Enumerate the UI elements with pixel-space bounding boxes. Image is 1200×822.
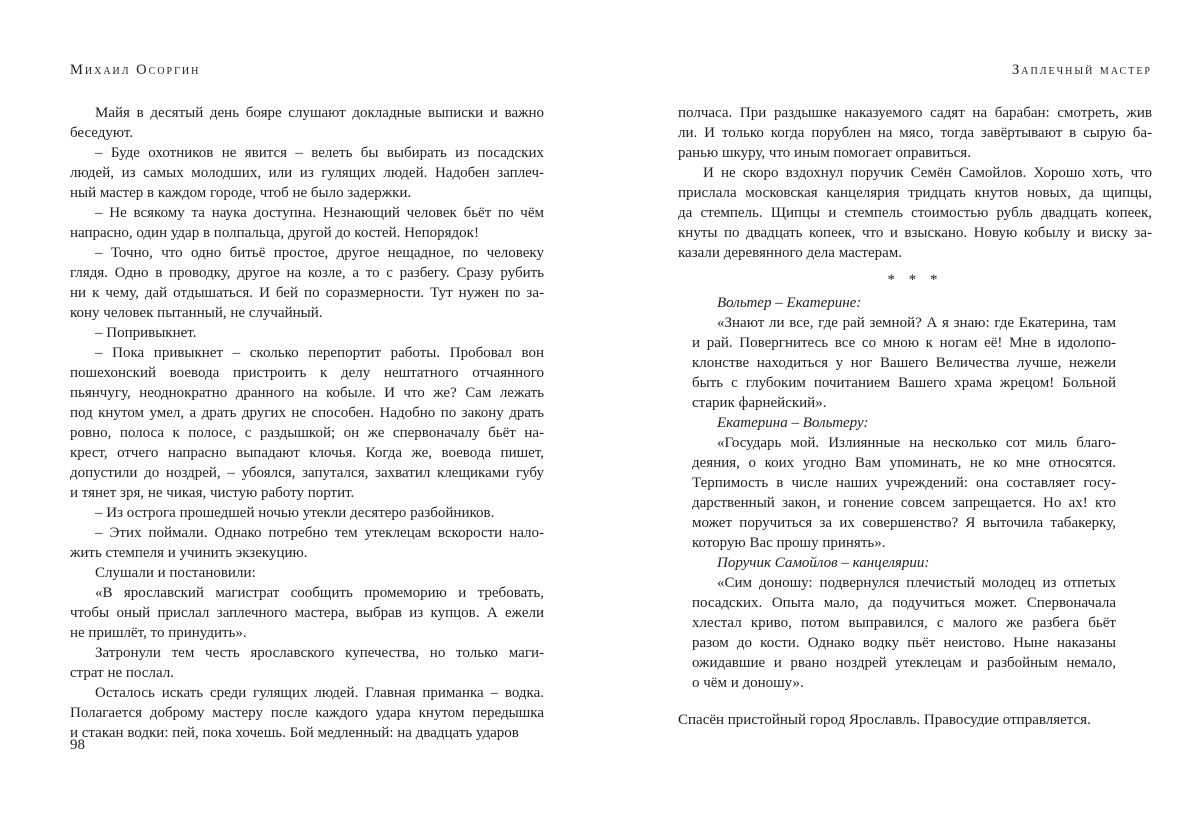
paragraph: [678, 103, 1152, 163]
text-line: Затронули тем честь ярославского купечества, но только маги-: [95, 645, 544, 661]
text-line: прислала московская канцелярия тридцать кнутов новых, да щипцы,: [678, 185, 1152, 201]
text-line: ни к чему, дай отдышаться. И бей по соразмерности. Тут нужен по за-: [70, 285, 544, 301]
text-line: и тянет зря, не чикая, чистую работу портит.: [70, 485, 355, 501]
text-line: жить стемпеля и учинить экзекуцию.: [70, 545, 308, 561]
page-right: [678, 62, 1152, 730]
paragraph: [70, 683, 544, 743]
closing-line: [678, 710, 1152, 730]
text-line: «Знают ли все, где рай земной? А я знаю: где Екатерина, там: [717, 315, 1116, 331]
text-line: – Из острога прошедшей ночью утекли десятеро разбойников.: [95, 505, 495, 521]
left-page-body: [70, 103, 544, 743]
letter-attribution: [692, 553, 1116, 573]
text-line: Вольтер – Екатерине:: [717, 295, 862, 311]
letter-paragraph: [692, 433, 1116, 553]
right-page-body: [678, 103, 1152, 730]
text-line: Поручик Самойлов – канцелярии:: [717, 555, 930, 571]
text-line: Осталось искать среди гулящих людей. Главная приманка – водка.: [95, 685, 544, 701]
text-line: которую Вас прошу принять».: [692, 535, 886, 551]
text-line: – Пока привыкнет – сколько перепортит работы. Пробовал вон: [95, 345, 544, 361]
text-line: – Не всякому та наука доступна. Незнающий человек бьёт по чём: [95, 205, 544, 221]
letter-paragraph: [692, 573, 1116, 693]
paragraph: [70, 583, 544, 643]
text-line: беседуют.: [70, 125, 134, 141]
text-line: «Государь мой. Излиянные на несколько сот миль благо-: [717, 435, 1116, 451]
text-line: о чём и доношу».: [692, 675, 804, 691]
text-line: ожидавшие и рвано ноздрей утеклецам и разбойным немало,: [692, 655, 1116, 671]
text-line: посадских. Опыта мало, да подучиться может. Спервоначала: [692, 595, 1116, 611]
text-line: и стакан водки: пей, пока хочешь. Бой медленный: на двадцать ударов: [70, 725, 519, 741]
text-line: И не скоро вздохнул поручик Семён Самойлов. Хорошо хоть, что: [703, 165, 1152, 181]
paragraph: [70, 203, 544, 243]
text-line: Слушали и постановили:: [95, 565, 256, 581]
text-line: Терпимость в числе наших учреждений: она составляет госу-: [692, 475, 1116, 491]
text-line: полчаса. При раздышке наказуемого садят на барабан: смотреть, жив: [678, 105, 1152, 121]
text-line: пошехонский воевода пристроить к делу нештатного отчаянного: [70, 365, 544, 381]
text-line: ный мастер в каждом городе, чтоб не было задержки.: [70, 185, 412, 201]
text-line: казали деревянного дела мастерам.: [678, 245, 903, 261]
text-line: хлестал криво, потом выправился, с малого же разбега бьёт: [692, 615, 1116, 631]
text-line: может поручиться за их совершенство? Я выточила табакерку,: [692, 515, 1116, 531]
page-left: [70, 62, 544, 743]
text-line: деяния, о коих угодно Вам упоминать, не ко мне относятся.: [692, 455, 1116, 471]
text-line: допустили до ноздрей, – убоялся, запутался, захватил клещиками губу: [70, 465, 544, 481]
running-head-author: Михаил Осоргин: [70, 62, 201, 78]
text-line: ровно, полоса к полосе, с раздышкой; он же спервоначалу бьёт на-: [70, 425, 544, 441]
text-line: ранью шкуру, что иным помогает оправиться.: [678, 145, 971, 161]
text-line: под кнутом умел, а драть других не способен. Надобно по закону драть: [70, 405, 544, 421]
text-line: страт не послал.: [70, 665, 174, 681]
text-line: ли. И только когда порублен на мясо, тогда завёртывают в сырую ба-: [678, 125, 1152, 141]
paragraph: [70, 103, 544, 143]
text-line: да стемпель. Щипцы и стемпель стоимостью рубль двадцать копеек,: [678, 205, 1152, 221]
text-line: Полагается доброму мастеру после каждого удара кнутом передышка: [70, 705, 544, 721]
paragraph: [70, 343, 544, 503]
letter-attribution: [692, 293, 1116, 313]
text-line: пьянчугу, неоднократно дранного на кобыле. И что же? Сам лежать: [70, 385, 544, 401]
text-line: кнуты по двадцать копеек, что и взыскано. Новую кобылу и виску за-: [678, 225, 1152, 241]
text-line: – Попривыкнет.: [95, 325, 197, 341]
paragraph: [70, 243, 544, 323]
paragraph: [70, 143, 544, 203]
page-number: 98: [70, 737, 85, 753]
text-line: кону человек пытанный, не случайный.: [70, 305, 323, 321]
paragraph: [70, 643, 544, 683]
text-line: – Этих поймали. Однако потребно тем утеклецам вскорости нало-: [95, 525, 544, 541]
letter-attribution: [692, 413, 1116, 433]
paragraph: [70, 503, 544, 523]
text-line: – Точно, что одно битьё простое, другое нещадное, по человеку: [95, 245, 544, 261]
text-line: крест, отчего напрасно выпадают клочья. Когда же, воевода пишет,: [70, 445, 544, 461]
letters-block: [692, 293, 1116, 693]
text-line: глядя. Одно в проводку, другое на козле, а то с разбегу. Сразу рубить: [70, 265, 544, 281]
text-line: клонстве находиться у ног Вашего Величества лучше, нежели: [692, 355, 1116, 371]
text-line: Спасён пристойный город Ярославль. Правосудие отправляется.: [678, 712, 1091, 728]
text-line: быть с глубоким почитанием Вашего храма жрецом! Больной: [692, 375, 1116, 391]
running-head-chapter: Заплечный мастер: [1012, 62, 1152, 78]
paragraph: [70, 323, 544, 343]
text-line: дарственный закон, и гонение совсем запрещается. Но ах! кто: [692, 495, 1116, 511]
text-line: Екатерина – Вольтеру:: [717, 415, 869, 431]
text-line: разом до кости. Однако водку пьёт неистово. Ныне наказаны: [692, 635, 1116, 651]
text-line: не пришлёт, то принудить».: [70, 625, 247, 641]
letter-paragraph: [692, 313, 1116, 413]
text-line: старик фарнейский».: [692, 395, 827, 411]
text-line: напрасно, один удар в полпальца, другой до костей. Непорядок!: [70, 225, 479, 241]
text-line: Майя в десятый день бояре слушают докладные выписки и важно: [95, 105, 544, 121]
text-line: и рай. Повергнитесь все со мною к ногам её! Мне в идолопо-: [692, 335, 1116, 351]
paragraph: [70, 563, 544, 583]
section-separator: * * *: [887, 272, 943, 288]
text-line: чтобы оный прислал заплечного мастера, выбрав из купцов. А ежели: [70, 605, 544, 621]
paragraph: [70, 523, 544, 563]
text-line: «В ярославский магистрат сообщить промеморию и требовать,: [95, 585, 544, 601]
text-line: «Сим доношу: подвернулся плечистый молодец из отпетых: [717, 575, 1116, 591]
text-line: людей, из самых молодших, или из гулящих людей. Надобен заплеч-: [70, 165, 544, 181]
text-line: – Буде охотников не явится – велеть бы выбирать из посадских: [95, 145, 544, 161]
paragraph: [678, 163, 1152, 263]
